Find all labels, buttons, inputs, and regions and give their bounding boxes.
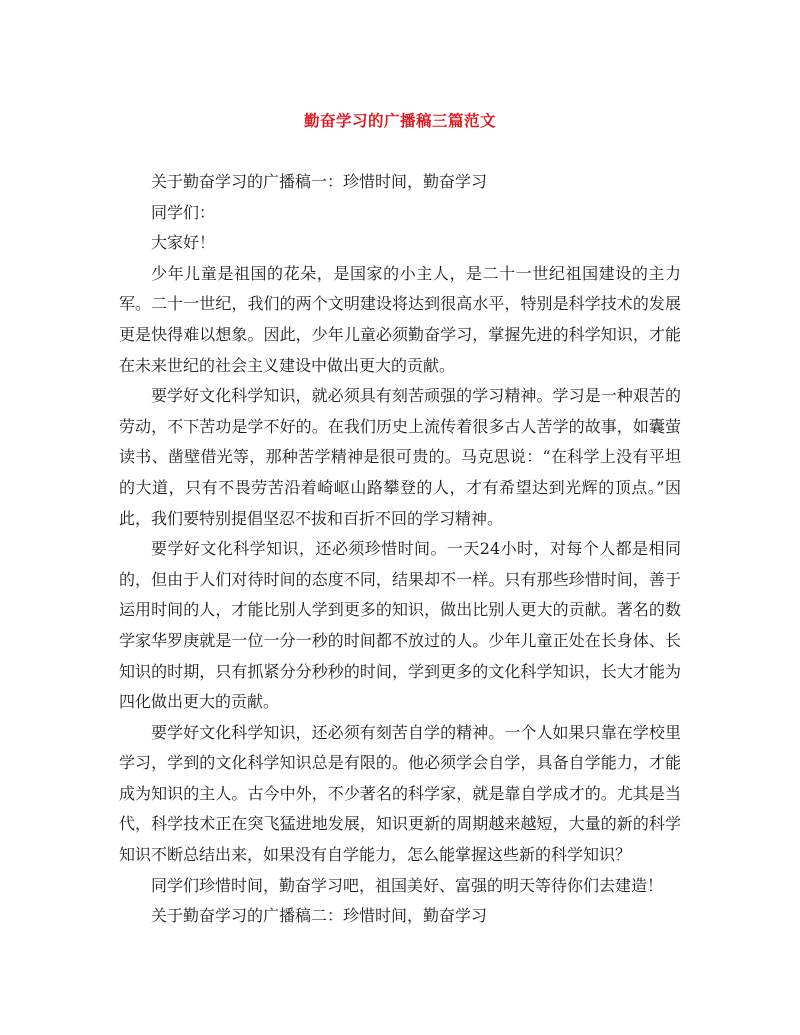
section-heading-1: 关于勤奋学习的广播稿一：珍惜时间，勤奋学习 [151, 172, 488, 191]
body-paragraph: 要学好文化科学知识，就必须具有刻苦顽强的学习精神。学习是一种艰苦的劳动，不下苦功是学不好的。在我们历史上流传着很多古人苦学的故事，如囊萤读书、凿壁借光等，那种苦学精神是很可贵的。马克思说：“在科学上没有平坦的大道，只有不畏劳苦沿着崎岖山路攀登的人，才有希望达到光辉的顶点。”因此，我们要特别提倡坚忍不拔和百折不回的学习精神。 [119, 386, 681, 528]
greeting: 大家好！ [151, 233, 216, 253]
closing-paragraph: 同学们珍惜时间，勤奋学习吧，祖国美好、富强的明天等待你们去建造！ [151, 875, 664, 895]
salutation: 同学们： [151, 202, 216, 222]
document-title: 勤奋学习的广播稿三篇范文 [303, 111, 496, 130]
body-paragraph: 要学好文化科学知识，还必须有刻苦自学的精神。一个人如果只靠在学校里学习，学到的文化科学知识总是有限的。他必须学会自学，具备自学能力，才能成为知识的主人。古今中外，不少著名的科学家，就是靠自学成才的。尤其是当代，科学技术正在突飞猛进地发展，知识更新的周期越来越短，大量的新的科学知识不断总结出来，如果没有自学能力，怎么能掌握这些新的科学知识？ [119, 722, 681, 865]
body-paragraph: 要学好文化科学知识，还必须珍惜时间。一天24小时，对每个人都是相同的，但由于人们对待时间的态度不同，结果却不一样。只有那些珍惜时间，善于运用时间的人，才能比别人学到更多的知识，做出比别人更大的贡献。著名的数学家华罗庚就是一位一分一秒的时间都不放过的人。少年儿童正处在长身体、长知识的时期，只有抓紧分分秒秒的时间，学到更多的文化科学知识，长大才能为四化做出更大的贡献。 [119, 539, 681, 712]
section-heading-2: 关于勤奋学习的广播稿二：珍惜时间，勤奋学习 [151, 906, 488, 926]
body-paragraph: 少年儿童是祖国的花朵，是国家的小主人，是二十一世纪祖国建设的主力军。二十一世纪，我们的两个文明建设将达到很高水平，特别是科学技术的发展更是快得难以想象。因此，少年儿童必须勤奋学习，掌握先进的科学知识，才能在未来世纪的社会主义建设中做出更大的贡献。 [119, 263, 681, 375]
document-body [119, 167, 681, 932]
